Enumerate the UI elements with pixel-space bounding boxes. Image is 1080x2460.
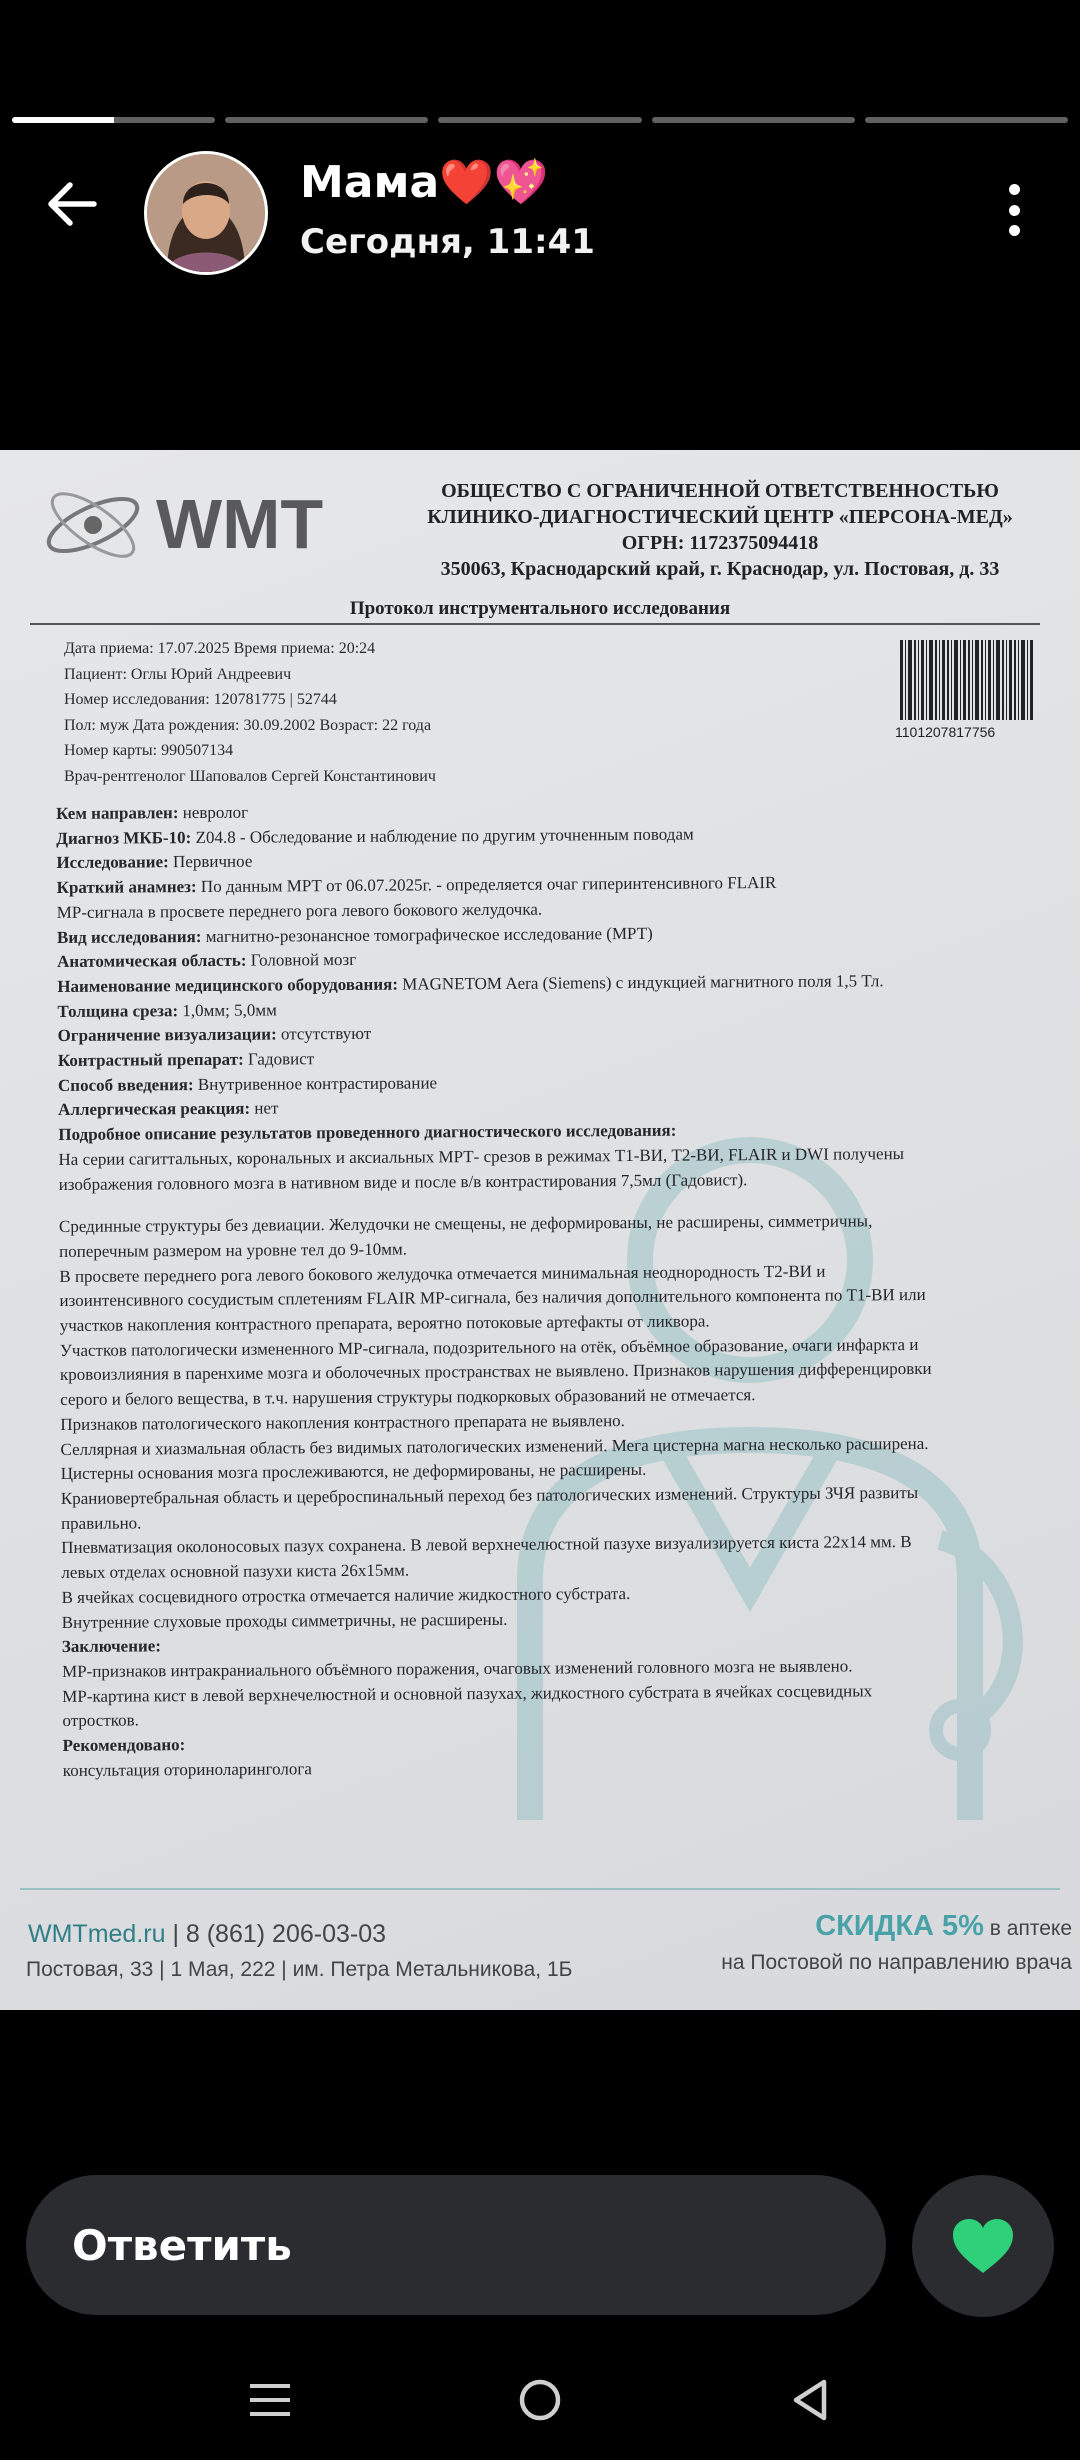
footer-site: WMTmed.ru bbox=[28, 1920, 166, 1948]
recommend-label: Рекомендовано: bbox=[62, 1735, 186, 1755]
labeled-row: Краткий анамнез: По данным МРТ от 06.07.2025г. - определяется очаг гиперинтенсивного FLAIR bbox=[56, 873, 777, 898]
document-title: Протокол инструментального исследования bbox=[349, 598, 731, 619]
footer-contacts bbox=[28, 1920, 386, 1949]
story-progress-segment bbox=[12, 117, 215, 123]
footer-phone: | 8 (861) 206-03-03 bbox=[165, 1920, 387, 1948]
labeled-row: Способ введения: Внутривенное контрастирование bbox=[57, 1073, 438, 1095]
story-progress-segment bbox=[865, 117, 1068, 123]
divider bbox=[30, 623, 1040, 625]
conclusion-line: МР-картина кист в левой верхнечелюстной и основной пазухах, жидкостного субстрата в ячейках сосцевидных bbox=[62, 1680, 873, 1706]
findings-line: изоинтенсивного сосудистым сплетениям FLAIR МР-сигнала, без наличия дополнительного компонента по Т1-ВИ или bbox=[59, 1285, 926, 1311]
avatar[interactable] bbox=[144, 151, 268, 275]
labeled-row: Ограничение визуализации: отсутствуют bbox=[57, 1024, 372, 1046]
story-progress bbox=[12, 117, 1068, 123]
labeled-row: Толщина среза: 1,0мм; 5,0мм bbox=[57, 1000, 277, 1021]
labeled-row: МР-сигнала в просвете переднего рога левого бокового желудочка. bbox=[56, 899, 543, 922]
patient-field: Дата приема: 17.07.2025 Время приема: 20:24 bbox=[64, 640, 376, 657]
patient-field: Номер исследования: 120781775 | 52744 bbox=[64, 691, 337, 708]
labeled-row: Вид исследования: магнитно-резонансное томографическое исследование (МРТ) bbox=[56, 923, 653, 947]
more-options-button[interactable] bbox=[992, 176, 1036, 244]
findings-line: Срединные структуры без девиации. Желудочки не смещены, не деформированы, не расширены, симметричны, bbox=[58, 1211, 873, 1237]
findings-line: Признаков патологического накопления контрастного препарата не выявлено. bbox=[60, 1410, 625, 1434]
organization-header bbox=[390, 478, 1050, 582]
findings-line: кровоизлияния в паренхиме мозга и оболочечных пространствах не выявлено. Признаков нарушения дифференцировки bbox=[59, 1359, 932, 1385]
findings-line: серого и белого вещества, в т.ч. нарушения структуры подкорковых образований не отмечается. bbox=[60, 1385, 756, 1410]
barcode bbox=[900, 640, 1034, 720]
footer-discount bbox=[721, 1910, 1072, 1975]
heart-icon bbox=[951, 2217, 1015, 2275]
patient-field: Номер карты: 990507134 bbox=[64, 742, 234, 759]
recent-apps-button[interactable] bbox=[240, 2370, 300, 2430]
story-progress-segment bbox=[225, 117, 428, 123]
back-button[interactable] bbox=[36, 168, 108, 240]
labeled-row: Анатомическая область: Головной мозг bbox=[57, 950, 357, 972]
org-line: ОГРН: 1172375094418 bbox=[621, 532, 819, 554]
arrow-left-icon bbox=[42, 174, 102, 234]
org-line: КЛИНИКО-ДИАГНОСТИЧЕСКИЙ ЦЕНТР «ПЕРСОНА-МЕД» bbox=[427, 506, 1013, 528]
like-button[interactable] bbox=[912, 2175, 1054, 2317]
findings-line: Пневматизация околоносовых пазух сохранена. В левой верхнечелюстной пазухе визуализируется киста 22х14 мм. В bbox=[61, 1532, 912, 1558]
intro-line: На серии сагиттальных, корональных и аксиальных МРТ- срезов в режимах Т1-ВИ, Т2-ВИ, FLAIR и DWI получены bbox=[58, 1143, 905, 1169]
story-progress-segment bbox=[652, 117, 855, 123]
contact-name[interactable]: Мама❤️💖 bbox=[300, 157, 549, 208]
svg-text:WMT: WMT bbox=[156, 485, 324, 563]
findings-line: Участков патологически измененного МР-сигнала, подозрительного на отёк, объёмное образование, очаги инфаркта и bbox=[59, 1334, 919, 1360]
labeled-row: Наименование медицинского оборудования: MAGNETOM Aera (Siemens) с индукцией магнитного поля 1,5 Тл. bbox=[57, 971, 884, 996]
labeled-row: Диагноз МКБ-10: Z04.8 - Обследование и наблюдение по другим уточненным поводам bbox=[56, 824, 694, 848]
back-triangle-icon bbox=[788, 2376, 832, 2424]
reply-placeholder: Ответить bbox=[72, 2220, 292, 2270]
barcode-number: 1101207817756 bbox=[895, 724, 996, 740]
system-back-button[interactable] bbox=[780, 2370, 840, 2430]
wmt-logo bbox=[38, 470, 368, 580]
labeled-row: Исследование: Первичное bbox=[56, 852, 253, 873]
footer-addresses: Постовая, 33 | 1 Мая, 222 | им. Петра Метальникова, 1Б bbox=[26, 1958, 573, 1981]
system-navigation-bar bbox=[0, 2340, 1080, 2460]
patient-field: Врач-рентгенолог Шаповалов Сергей Константинович bbox=[64, 767, 436, 785]
discount-note: на Постовой по направлению врача bbox=[721, 1951, 1072, 1974]
labeled-row: Контрастный препарат: Гадовист bbox=[57, 1049, 315, 1071]
findings-line: правильно. bbox=[60, 1513, 142, 1533]
home-circle-icon bbox=[516, 2376, 564, 2424]
patient-field: Пол: муж Дата рождения: 30.09.2002 Возраст: 22 года bbox=[64, 716, 432, 734]
labeled-row: Подробное описание результатов проведенного диагностического исследования: bbox=[58, 1120, 677, 1145]
conclusion-line: МР-признаков интракраниального объёмного поражения, очаговых изменений головного мозга не выявлено. bbox=[62, 1656, 853, 1681]
findings-line: В ячейках сосцевидного отростка отмечается наличие жидкостного субстрата. bbox=[61, 1583, 631, 1607]
conclusion-line: отростков. bbox=[62, 1710, 139, 1731]
patient-info bbox=[64, 636, 884, 789]
findings-line: поперечным размером на уровне тел до 9-10мм. bbox=[59, 1239, 407, 1261]
home-button[interactable] bbox=[510, 2370, 570, 2430]
findings-line: Селлярная и хиазмальная область без видимых патологических изменений. Мега цистерна магна несколько расширена. bbox=[60, 1433, 929, 1459]
recommend-text: консультация оториноларинголога bbox=[62, 1758, 312, 1780]
findings-line: участков накопления контрастного препарата, вероятно потоковые артефакты от ликвора. bbox=[59, 1311, 710, 1336]
intro-line: изображения головного мозга в нативном виде и после в/в контрастирования 7,5мл (Гадовист). bbox=[58, 1169, 748, 1194]
protocol-body bbox=[56, 795, 1053, 1783]
discount-suffix: в аптеке bbox=[983, 1917, 1072, 1940]
more-vertical-icon bbox=[1009, 184, 1020, 195]
labeled-row: Аллергическая реакция: нет bbox=[58, 1098, 279, 1120]
findings-line: В просвете переднего рога левого бокового желудочка отмечается минимальная неоднородность Т2-ВИ и bbox=[59, 1261, 826, 1286]
story-timestamp: Сегодня, 11:41 bbox=[300, 222, 595, 262]
footer-divider bbox=[20, 1888, 1060, 1890]
discount-label: СКИДКА 5% bbox=[815, 1910, 984, 1942]
findings-line: Краниовертебральная область и цереброспинальный переход без патологических изменений. Структуры ЗЧЯ развиты bbox=[60, 1482, 919, 1508]
org-line: ОБЩЕСТВО С ОГРАНИЧЕННОЙ ОТВЕТСТВЕННОСТЬЮ bbox=[441, 480, 999, 502]
menu-lines-icon bbox=[248, 2380, 292, 2420]
conclusion-label: Заключение: bbox=[61, 1636, 162, 1657]
findings-line: левых отделах основной пазухи киста 26х15мм. bbox=[61, 1560, 410, 1583]
avatar-photo bbox=[147, 154, 265, 272]
story-image[interactable] bbox=[0, 450, 1080, 2010]
findings-line: Цистерны основания мозга прослеживаются, не деформированы, не расширены. bbox=[60, 1460, 647, 1484]
labeled-row: Кем направлен: невролог bbox=[56, 802, 249, 823]
reply-input[interactable] bbox=[26, 2175, 886, 2315]
org-line: 350063, Краснодарский край, г. Краснодар, ул. Постовая, д. 33 bbox=[440, 558, 1000, 580]
story-progress-segment bbox=[438, 117, 641, 123]
patient-field: Пациент: Оглы Юрий Андреевич bbox=[64, 665, 292, 683]
findings-line: Внутренние слуховые проходы симметричны, не расширены. bbox=[61, 1609, 508, 1632]
